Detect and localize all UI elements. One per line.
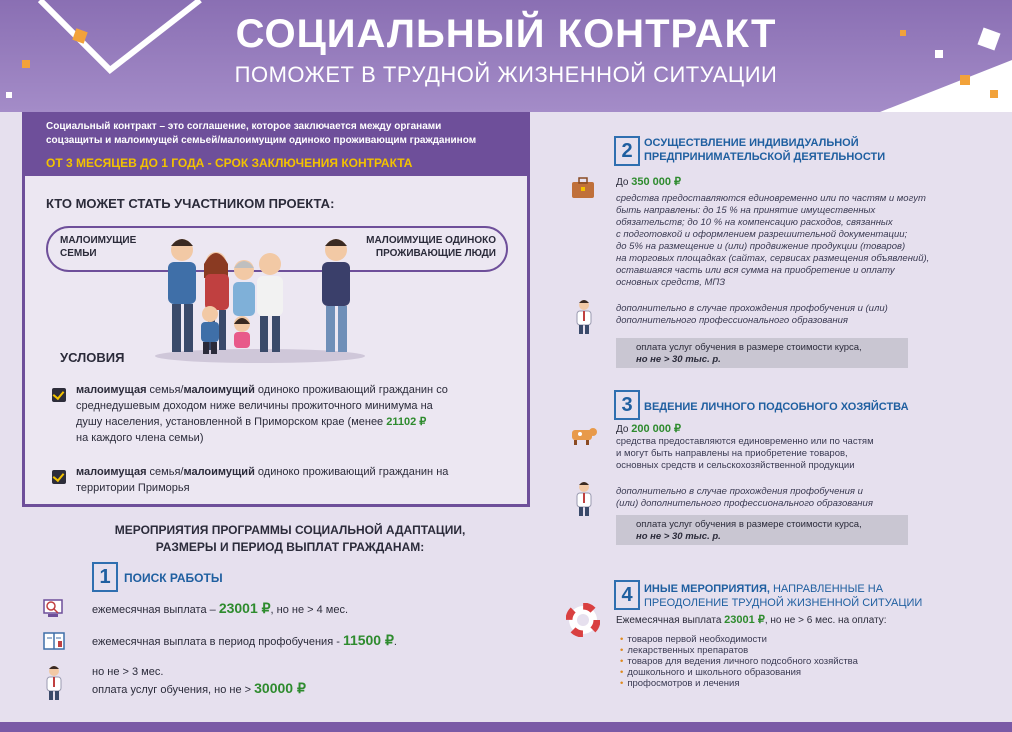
- s4-title-bold: ИНЫЕ МЕРОПРИЯТИЯ,: [644, 583, 770, 595]
- s4-title-line-2: ПРЕОДОЛЕНИЕ ТРУДНОЙ ЖИЗНЕННОЙ СИТУАЦИИ: [644, 597, 923, 609]
- s2-amount-prefix: До: [616, 177, 632, 188]
- s2-extra: [616, 303, 946, 327]
- s1-l1-text-a: ежемесячная выплата –: [92, 604, 219, 616]
- s3-amount-line: [616, 423, 681, 436]
- magnifier-icon: [40, 596, 66, 620]
- condition-1: [76, 382, 506, 446]
- s4-payment: [616, 614, 887, 627]
- section-2-title: [644, 136, 885, 164]
- intro-line-2: соцзащиты и малоимущей семьей/малоимущим одиноко проживающим гражданином: [46, 135, 477, 146]
- section-4-title: [644, 582, 922, 610]
- s3-p2: и могут быть направлены на приобретение товаров,: [616, 448, 848, 459]
- family-illustration: [150, 228, 380, 363]
- who-title: КТО МОЖЕТ СТАТЬ УЧАСТНИКОМ ПРОЕКТА:: [46, 196, 335, 211]
- s2-p7: оставшаяся часть или вся сумма на приобретение и оплату: [616, 265, 895, 276]
- single-line-1: МАЛОИМУЩИЕ ОДИНОКО: [366, 235, 496, 246]
- c2-text-1: семья/: [146, 466, 184, 478]
- s4-pay-a: Ежемесячная выплата: [616, 615, 725, 626]
- header-banner: [0, 0, 1012, 112]
- section-4-number: 4: [614, 580, 640, 610]
- program-title-line-1: МЕРОПРИЯТИЯ ПРОГРАММЫ СОЦИАЛЬНОЙ АДАПТАЦИИ,: [114, 523, 466, 537]
- s3-extra: [616, 486, 936, 510]
- s1-line-4: [92, 682, 306, 697]
- s1-l4-amount: 30000 ₽: [254, 680, 306, 696]
- book-icon: [42, 630, 66, 652]
- page-title: СОЦИАЛЬНЫЙ КОНТРАКТ: [235, 12, 777, 56]
- s4-pay-b: , но не > 6 мес. на оплату:: [764, 615, 887, 626]
- c2-bold-1: малоимущая: [76, 466, 147, 478]
- s1-l2-text-a: ежемесячная выплата в период профобучения -: [92, 636, 343, 648]
- s1-l1-amount: 23001 ₽: [218, 600, 271, 616]
- s2-p3: обязательств; до 10 % на компенсацию расходов, связанных: [616, 217, 893, 228]
- intro-text: [46, 120, 516, 148]
- condition-1-line-2: среднедушевым доходом ниже величины прожиточного минимума на: [76, 400, 433, 412]
- single-line-2: ПРОЖИВАЮЩИЕ ЛЮДИ: [375, 248, 496, 259]
- list-item: • дошкольного и школьного образования: [620, 667, 920, 678]
- s4-list: [620, 634, 920, 689]
- s2-p4: с подготовкой и оформлением разрешительной документации;: [616, 229, 908, 240]
- c1-bold-2: малоимущий: [183, 384, 255, 396]
- s1-l4-text-a: оплата услуг обучения, но не >: [92, 684, 255, 696]
- condition-1-line-3: [76, 414, 506, 430]
- section-1-title: ПОИСК РАБОТЫ: [124, 571, 223, 585]
- s2-box-1: оплата услуг обучения в размере стоимости курса,: [636, 342, 862, 353]
- list-item: • товаров для ведения личного подсобного хозяйства: [620, 656, 920, 667]
- s3-amount-prefix: До: [616, 424, 632, 435]
- s2-title-line-1: ОСУЩЕСТВЛЕНИЕ ИНДИВИДУАЛЬНОЙ: [644, 137, 859, 149]
- s3-amount: 200 000 ₽: [631, 423, 682, 435]
- cow-icon: [568, 424, 598, 446]
- s4-title-line-1: [644, 582, 922, 596]
- c1-bold-1: малоимущая: [76, 384, 147, 396]
- s2-p6: на торговых площадках (сайтах, сервисах размещения объявлений),: [616, 253, 930, 264]
- s2-title-line-2: ПРЕДПРИНИМАТЕЛЬСКОЙ ДЕЯТЕЛЬНОСТИ: [644, 151, 886, 163]
- c2-text-2: одиноко проживающий гражданин на: [254, 466, 449, 478]
- person-icon: [574, 298, 594, 334]
- s1-line-1: [92, 602, 348, 617]
- participants-families: [60, 234, 160, 260]
- intro-line-1: Социальный контракт – это соглашение, которое заключается между органами: [46, 121, 442, 132]
- page-subtitle: ПОМОЖЕТ В ТРУДНОЙ ЖИЗНЕННОЙ СИТУАЦИИ: [234, 62, 778, 87]
- person-icon: [574, 480, 594, 516]
- condition-1-line-1: [76, 382, 506, 398]
- c1-text-2: одиноко проживающий гражданин со: [254, 384, 448, 396]
- checkbox-icon: [52, 388, 66, 402]
- section-3-number: 3: [614, 390, 640, 420]
- s1-line-3: но не > 3 мес.: [92, 666, 164, 678]
- families-line-2: СЕМЬИ: [60, 248, 97, 259]
- families-line-1: МАЛОИМУЩИЕ: [60, 235, 137, 246]
- s2-box-2: но не > 30 тыс. р.: [636, 354, 721, 365]
- c1-amount: 21102 ₽: [386, 416, 427, 428]
- c1-text-1: семья/: [146, 384, 184, 396]
- s3-box-2: но не > 30 тыс. р.: [636, 531, 721, 542]
- s3-p1: средства предоставляются единовременно или по частям: [616, 436, 874, 447]
- c1-line-3a: душу населения, установленной в Приморском крае (менее: [76, 416, 387, 428]
- lifebuoy-icon: [566, 603, 600, 637]
- program-title-line-2: РАЗМЕРЫ И ПЕРИОД ВЫПЛАТ ГРАЖДАНАМ:: [155, 540, 425, 554]
- s1-l1-text-b: , но не > 4 мес.: [270, 604, 349, 616]
- s2-extra-2: дополнительного профессионального образования: [616, 315, 849, 326]
- section-1-number: 1: [92, 562, 118, 592]
- s4-pay-amount: 23001 ₽: [724, 614, 765, 626]
- conditions-title: УСЛОВИЯ: [60, 350, 125, 365]
- s2-description: [616, 193, 956, 289]
- s3-box-1: оплата услуг обучения в размере стоимости курса,: [636, 519, 862, 530]
- program-title: [60, 522, 520, 556]
- s2-course-text: [636, 342, 906, 366]
- condition-2: [76, 464, 506, 496]
- section-2-number: 2: [614, 136, 640, 166]
- s2-p5: до 5% на размещение и (или) продвижение продукции (товаров): [616, 241, 906, 252]
- s3-p3: основных средств и сельскохозяйственной продукции: [616, 460, 855, 471]
- s3-description: [616, 436, 936, 472]
- condition-1-line-4: на каждого члена семьи): [76, 432, 204, 444]
- checkbox-icon: [52, 470, 66, 484]
- person-icon: [44, 664, 64, 700]
- s2-p2: быть направлены: до 15 % на принятие имущественных: [616, 205, 876, 216]
- s2-extra-1: дополнительно в случае прохождения профобучения и (или): [616, 303, 888, 314]
- c2-bold-2: малоимущий: [183, 466, 255, 478]
- s2-p1: средства предоставляются единовременно или по частям и могут: [616, 193, 926, 204]
- s1-line-2: [92, 634, 397, 649]
- s1-l2-text-b: .: [393, 636, 397, 648]
- list-item: • товаров первой необходимости: [620, 634, 920, 645]
- s1-l2-amount: 11500 ₽: [342, 632, 394, 648]
- s3-extra-1: дополнительно в случае прохождения профобучения и: [616, 486, 863, 497]
- s4-title-rest: НАПРАВЛЕННЫЕ НА: [769, 583, 884, 595]
- briefcase-icon: [570, 176, 596, 200]
- s3-course-text: [636, 519, 906, 543]
- condition-2-line-2: территории Приморья: [76, 482, 190, 494]
- s3-extra-2: (или) дополнительного профессионального образования: [616, 498, 873, 509]
- s2-p8: основных средств, МПЗ: [616, 277, 726, 288]
- s2-amount-line: [616, 176, 681, 189]
- section-3-title: ВЕДЕНИЕ ЛИЧНОГО ПОДСОБНОГО ХОЗЯЙСТВА: [644, 401, 909, 413]
- condition-2-line-1: [76, 464, 506, 480]
- list-item: • профосмотров и лечения: [620, 678, 920, 689]
- footer-bar: [0, 722, 1012, 732]
- contract-term: ОТ 3 МЕСЯЦЕВ ДО 1 ГОДА - СРОК ЗАКЛЮЧЕНИЯ КОНТРАКТА: [46, 156, 413, 170]
- list-item: • лекарственных препаратов: [620, 645, 920, 656]
- s2-amount: 350 000 ₽: [631, 176, 682, 188]
